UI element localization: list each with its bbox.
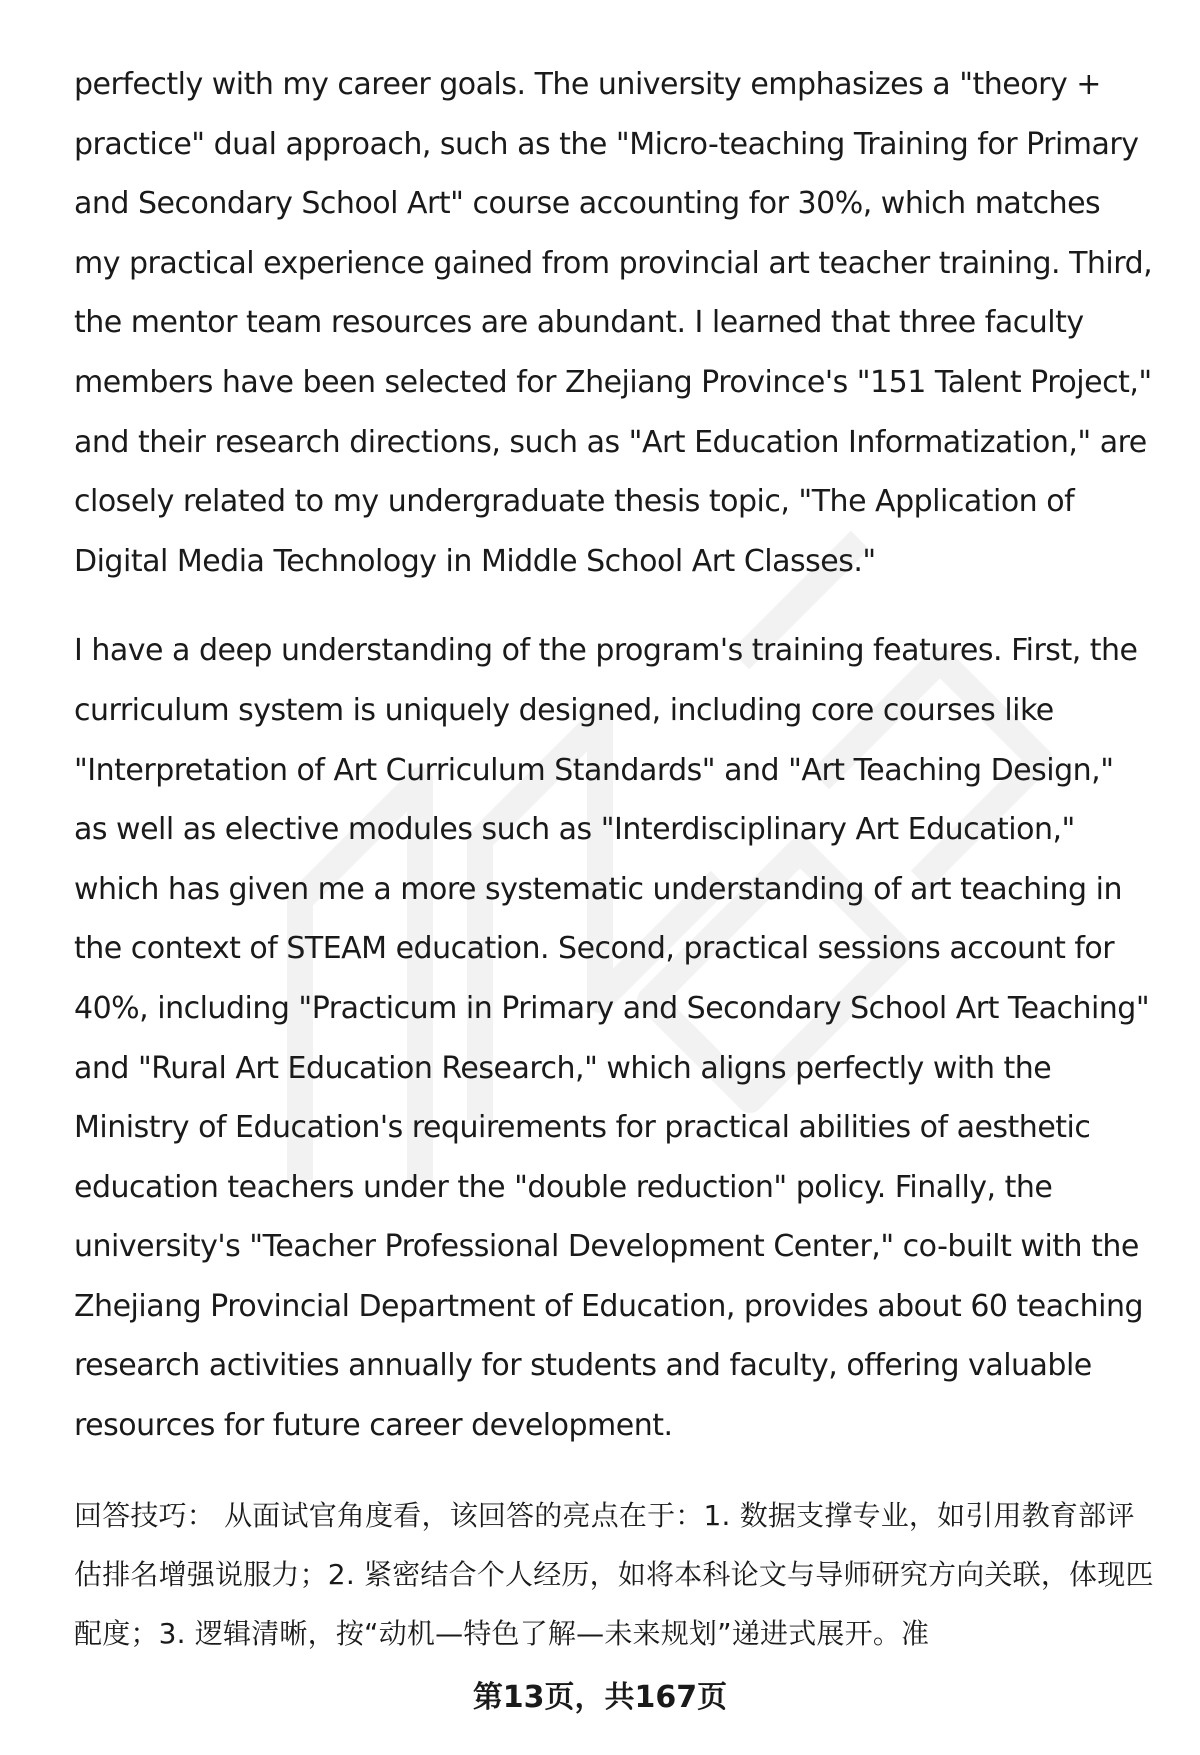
body-paragraph-2: I have a deep understanding of the program's training features. First, the curriculum system is uniquely designed, including core courses like "Interpretation of Art Curriculum Standards" and "Art Teaching Design," as well as elective modules such as "Interdisciplinary Art Education," which has given me a more systematic understanding of art teaching in the context of STEAM education. Second, practical sessions account for 40%, including "Practicum in Primary and Secondary School Art Teaching" and "Rural Art Education Research," which aligns perfectly with the Ministry of Education's requirements for practical abilities of aesthetic education teachers under the "double reduction" policy. Finally, the university's "Teacher Professional Development Center," co-built with the Zhejiang Provincial Department of Education, provides about 60 teaching research activities annually for students and faculty, offering valuable resources for future career development. <box>74 633 1150 1444</box>
body-paragraph-1: perfectly with my career goals. The university emphasizes a "theory + practice" dual approach, such as the "Micro-teaching Training for Primary and Secondary School Art" course accounting for 30%, which matches my practical experience gained from provincial art teacher training. Third, the mentor team resources are abundant. I learned that three faculty members have been selected for Zhejiang Province's "151 Talent Project," and their research directions, such as "Art Education Informatization," are closely related to my undergraduate thesis topic, "The Application of Digital Media Technology in Middle School Art Classes." <box>74 67 1153 579</box>
main-content <box>74 55 1154 1691</box>
answer-tip: 回答技巧： 从面试官角度看，该回答的亮点在于：1. 数据支撑专业，如引用教育部评估排名增强说服力；2. 紧密结合个人经历，如将本科论文与导师研究方向关联，体现匹配度；3. 逻辑清晰，按“动机—特色了解—未来规划”递进式展开。准 <box>74 1498 1154 1650</box>
page-number-footer: 第13页，共167页 <box>472 1680 728 1715</box>
